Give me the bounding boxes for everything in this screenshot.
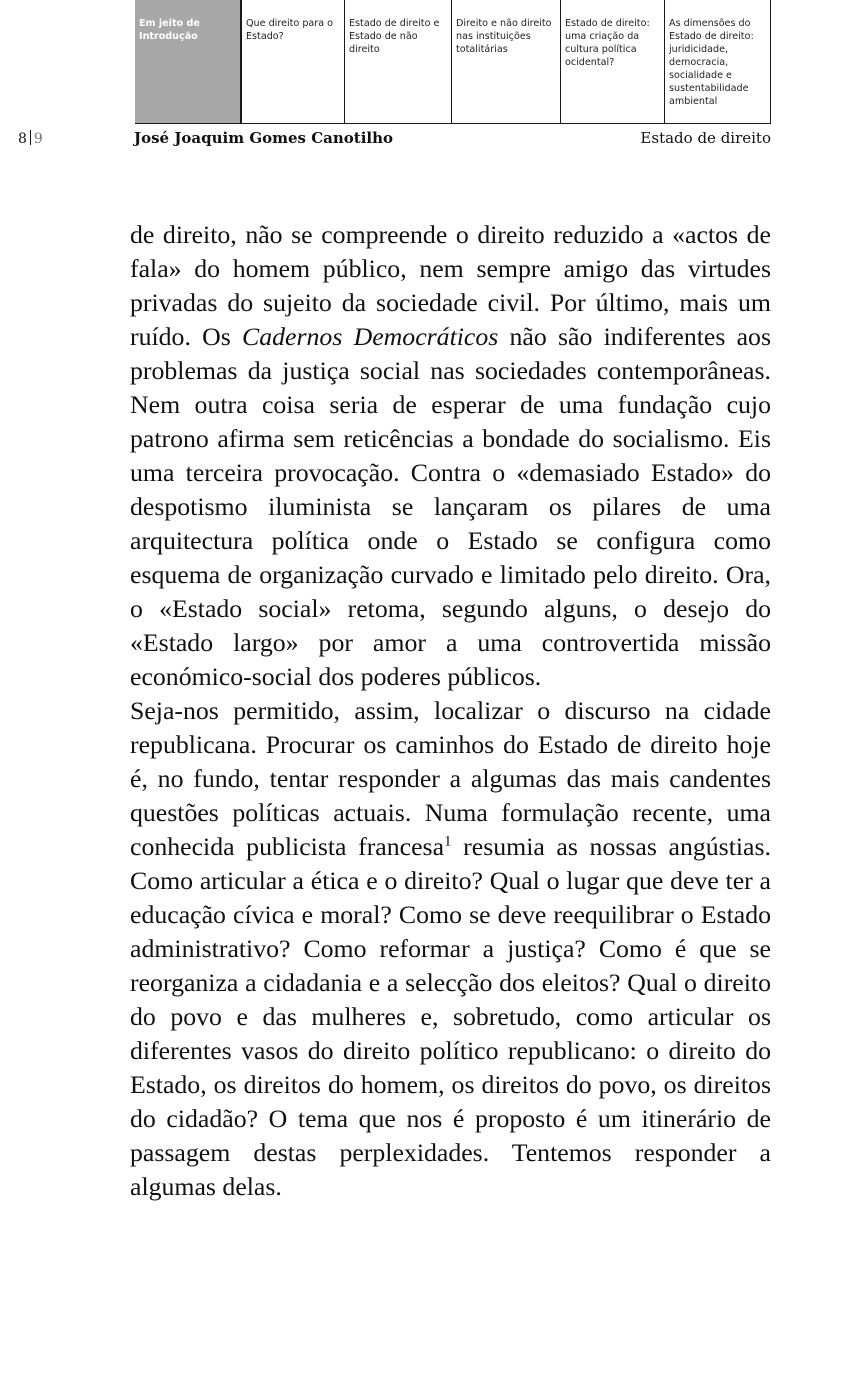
paragraph-text: resumia as nossas angústias. Como articular a ética e o direito? Qual o lugar que deve ter a educação cívica e moral? Como se deve reequilibrar o Estado administrativo? Como reformar a justiça? Como é que se reorganiza a cidadania e a selecção dos eleitos? Qual o direito do povo e das mulheres e, sobretudo, como articular os diferentes vasos do direito político republicano: o direito do Estado, os direitos do homem, os direitos do povo, os direitos do cidadão? O tema que nos é proposto é um itinerário de passagem destas perplexidades. Tentemos responder a algumas delas. bbox=[130, 832, 771, 1201]
nav-item-label[interactable]: Estado de direito e Estado de não direito bbox=[349, 18, 440, 55]
page-number-left: 8 bbox=[18, 131, 27, 147]
page-numbers bbox=[18, 130, 43, 147]
footnote-marker[interactable]: 1 bbox=[444, 833, 452, 850]
italic-title: Cadernos Democráticos bbox=[242, 322, 499, 351]
nav-item-estado-nao-direito[interactable] bbox=[345, 0, 452, 124]
paragraph-text: Seja-nos permitido, assim, localizar o discurso na cidade republicana. Procurar os caminhos do Estado de direito hoje é, no fundo, tentar responder a algumas das mais candentes questões políticas actuais. Numa formulação recente, uma conhecida publicista francesa bbox=[130, 696, 771, 861]
page-number-divider bbox=[30, 130, 31, 145]
nav-item-dimensoes[interactable] bbox=[665, 0, 771, 124]
nav-item-label[interactable]: Estado de direito: uma criação da cultura política ocidental? bbox=[565, 18, 650, 68]
paragraph bbox=[130, 694, 771, 1204]
page-number-right: 9 bbox=[33, 131, 43, 147]
nav-item-label[interactable]: Que direito para o Estado? bbox=[246, 18, 334, 42]
nav-item-que-direito[interactable] bbox=[241, 0, 345, 124]
nav-item-cultura-politica[interactable] bbox=[561, 0, 665, 124]
paragraph-text: não são indiferentes aos problemas da justiça social nas sociedades contemporâneas. Nem outra coisa seria de esperar de uma fundação cujo patrono afirma sem reticências a bondade do socialismo. Eis uma terceira provocação. Contra o «demasiado Estado» do despotismo iluminista se lançaram os pilares de uma arquitectura política onde o Estado se configura como esquema de organização curvado e limitado pelo direito. Ora, o «Estado social» retoma, segundo alguns, o desejo do «Estado largo» por amor a uma controvertida missão económico-social dos poderes públicos. bbox=[130, 322, 771, 691]
nav-item-label[interactable]: Direito e não direito nas instituições totalitárias bbox=[456, 18, 552, 55]
body-text bbox=[130, 218, 771, 1204]
nav-item-introducao[interactable] bbox=[135, 0, 241, 124]
running-header bbox=[134, 129, 771, 147]
author-name: José Joaquim Gomes Canotilho bbox=[134, 129, 394, 147]
book-title: Estado de direito bbox=[640, 129, 771, 147]
paragraph-text: de direito, não se compreende o direito reduzido a «actos de fala» do homem público, nem sempre amigo das virtudes privadas do sujeito da sociedade civil. Por último, mais um ruído. Os bbox=[130, 220, 771, 351]
chapter-navigation bbox=[135, 0, 771, 124]
paragraph bbox=[130, 218, 771, 694]
nav-item-label[interactable]: Em jeito de Introdução bbox=[139, 18, 200, 42]
nav-item-label[interactable]: As dimensões do Estado de direito: juridicidade, democracia, socialidade e sustentabilidade ambiental bbox=[669, 18, 754, 107]
nav-item-totalitarias[interactable] bbox=[452, 0, 561, 124]
